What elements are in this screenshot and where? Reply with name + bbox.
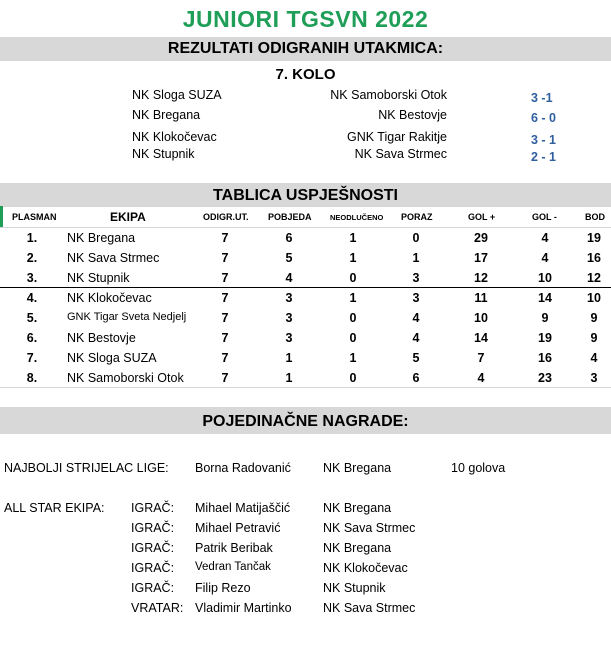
- cell-team: NK Stupnik: [67, 271, 130, 285]
- result-away-team: NK Sava Strmec: [354, 147, 447, 161]
- all-star-club: NK Sava Strmec: [323, 521, 416, 535]
- result-row: [0, 130, 611, 148]
- cell-draw: 1: [349, 251, 357, 265]
- table-heading: TABLICA USPJEŠNOSTI: [0, 183, 611, 206]
- table-row: [0, 268, 611, 288]
- result-score: 3 -1: [531, 91, 553, 105]
- cell-points: 3: [590, 371, 598, 385]
- header-gol-plus: GOL +: [468, 212, 496, 222]
- cell-goals-for: 29: [474, 231, 488, 245]
- cell-won: 3: [285, 291, 293, 305]
- result-away-team: NK Bestovje: [378, 108, 447, 122]
- top-scorer-name: Borna Radovanić: [195, 461, 291, 475]
- awards-heading: POJEDINAČNE NAGRADE:: [0, 407, 611, 434]
- all-star-role: IGRAČ:: [131, 521, 175, 535]
- all-star-name: Vedran Tančak: [195, 561, 271, 573]
- cell-lost: 3: [412, 271, 420, 285]
- cell-draw: 1: [349, 291, 357, 305]
- cell-goals-against: 16: [538, 351, 552, 365]
- all-star-name: Vladimir Martinko: [195, 601, 292, 615]
- cell-points: 19: [587, 231, 601, 245]
- cell-played: 7: [221, 371, 229, 385]
- cell-won: 1: [285, 351, 293, 365]
- cell-draw: 1: [349, 351, 357, 365]
- cell-won: 6: [285, 231, 293, 245]
- cell-position: 3.: [26, 271, 38, 285]
- cell-points: 12: [587, 271, 601, 285]
- cell-goals-for: 7: [477, 351, 485, 365]
- top-scorer-goals: 10 golova: [451, 461, 506, 475]
- cell-goals-against: 4: [541, 251, 549, 265]
- cell-draw: 1: [349, 231, 357, 245]
- top-scorer-label: NAJBOLJI STRIJELAC LIGE:: [4, 461, 169, 475]
- cell-played: 7: [221, 271, 229, 285]
- result-row: [0, 88, 611, 106]
- cell-played: 7: [221, 231, 229, 245]
- cell-team: NK Samoborski Otok: [67, 371, 184, 385]
- cell-position: 1.: [26, 231, 38, 245]
- cell-won: 3: [285, 311, 293, 325]
- header-plasman: PLASMAN: [12, 212, 57, 222]
- cell-goals-for: 11: [474, 291, 488, 305]
- result-home-team: NK Sloga SUZA: [132, 88, 222, 102]
- cell-goals-for: 10: [474, 311, 488, 325]
- result-away-team: GNK Tigar Rakitje: [346, 130, 447, 144]
- cell-goals-against: 9: [541, 311, 549, 325]
- cell-draw: 0: [349, 371, 357, 385]
- cell-draw: 0: [349, 271, 357, 285]
- all-star-role: VRATAR:: [131, 601, 184, 615]
- result-away-team: NK Samoborski Otok: [330, 88, 447, 102]
- table-row: [0, 328, 611, 348]
- table-row: [0, 308, 611, 328]
- result-home-team: NK Stupnik: [132, 147, 195, 161]
- cell-draw: 0: [349, 311, 357, 325]
- table-separator: [0, 287, 611, 288]
- all-star-name: Patrik Beribak: [195, 541, 273, 555]
- all-star-name: Mihael Petravić: [195, 521, 281, 535]
- cell-position: 5.: [26, 311, 38, 325]
- cell-lost: 4: [412, 331, 420, 345]
- cell-played: 7: [221, 291, 229, 305]
- round-label: 7. KOLO: [275, 66, 336, 83]
- result-score: 6 - 0: [531, 111, 557, 125]
- results-heading: REZULTATI ODIGRANIH UTAKMICA:: [0, 37, 611, 61]
- cell-points: 10: [587, 291, 601, 305]
- cell-goals-for: 4: [477, 371, 485, 385]
- cell-won: 3: [285, 331, 293, 345]
- all-star-name: Filip Rezo: [195, 581, 251, 595]
- cell-marker: [0, 206, 3, 228]
- header-gol-minus: GOL -: [532, 212, 557, 222]
- cell-points: 9: [590, 311, 598, 325]
- all-star-club: NK Bregana: [323, 541, 392, 555]
- cell-position: 4.: [26, 291, 38, 305]
- table-row: [0, 228, 611, 248]
- table-row: [0, 368, 611, 388]
- all-star-club: NK Klokočevac: [323, 561, 408, 575]
- cell-goals-against: 23: [538, 371, 552, 385]
- cell-goals-for: 14: [474, 331, 488, 345]
- all-star-club: NK Bregana: [323, 501, 392, 515]
- cell-team: NK Sava Strmec: [67, 251, 160, 265]
- cell-lost: 5: [412, 351, 420, 365]
- cell-position: 7.: [26, 351, 38, 365]
- cell-lost: 3: [412, 291, 420, 305]
- header-odigrane: ODIGR.UT.: [203, 212, 249, 222]
- header-ekipa: EKIPA: [110, 210, 146, 224]
- header-bod: BOD: [585, 212, 605, 222]
- table-row: [0, 288, 611, 308]
- all-star-role: IGRAČ:: [131, 561, 175, 575]
- cell-position: 2.: [26, 251, 38, 265]
- top-scorer-club: NK Bregana: [323, 461, 392, 475]
- cell-points: 16: [587, 251, 601, 265]
- cell-won: 1: [285, 371, 293, 385]
- cell-team: NK Sloga SUZA: [67, 351, 157, 365]
- cell-goals-for: 12: [474, 271, 488, 285]
- cell-team: NK Bregana: [67, 231, 136, 245]
- all-star-club: NK Stupnik: [323, 581, 386, 595]
- cell-draw: 0: [349, 331, 357, 345]
- result-score: 3 - 1: [531, 133, 557, 147]
- cell-lost: 4: [412, 311, 420, 325]
- all-star-role: IGRAČ:: [131, 501, 175, 515]
- result-row: [0, 108, 611, 126]
- cell-team: NK Bestovje: [67, 331, 136, 345]
- cell-lost: 1: [412, 251, 420, 265]
- cell-lost: 0: [412, 231, 420, 245]
- cell-won: 4: [285, 271, 293, 285]
- all-star-club: NK Sava Strmec: [323, 601, 416, 615]
- result-home-team: NK Klokočevac: [132, 130, 217, 144]
- cell-position: 6.: [26, 331, 38, 345]
- cell-goals-against: 19: [538, 331, 552, 345]
- cell-goals-for: 17: [474, 251, 488, 265]
- cell-played: 7: [221, 251, 229, 265]
- cell-points: 9: [590, 331, 598, 345]
- cell-played: 7: [221, 351, 229, 365]
- all-star-role: IGRAČ:: [131, 541, 175, 555]
- table-row: [0, 248, 611, 268]
- cell-team: NK Klokočevac: [67, 291, 152, 305]
- header-poraz: PORAZ: [401, 212, 433, 222]
- divider: [0, 387, 611, 388]
- all-star-role: IGRAČ:: [131, 581, 175, 595]
- cell-played: 7: [221, 311, 229, 325]
- cell-team: GNK Tigar Sveta Nedjelj: [67, 311, 187, 323]
- all-star-label: ALL STAR EKIPA:: [4, 501, 105, 515]
- cell-goals-against: 10: [538, 271, 552, 285]
- all-star-name: Mihael Matijaščić: [195, 501, 291, 515]
- table-row: [0, 348, 611, 368]
- cell-goals-against: 4: [541, 231, 549, 245]
- header-neodluceno: NEODLUČENO: [330, 213, 384, 222]
- result-home-team: NK Bregana: [132, 108, 201, 122]
- cell-lost: 6: [412, 371, 420, 385]
- divider: [0, 206, 611, 207]
- header-pobjeda: POBJEDA: [268, 212, 312, 222]
- page-title: JUNIORI TGSVN 2022: [182, 6, 429, 32]
- cell-points: 4: [590, 351, 598, 365]
- cell-goals-against: 14: [538, 291, 552, 305]
- cell-won: 5: [285, 251, 293, 265]
- result-score: 2 - 1: [531, 150, 557, 164]
- cell-position: 8.: [26, 371, 38, 385]
- result-row: [0, 147, 611, 165]
- cell-played: 7: [221, 331, 229, 345]
